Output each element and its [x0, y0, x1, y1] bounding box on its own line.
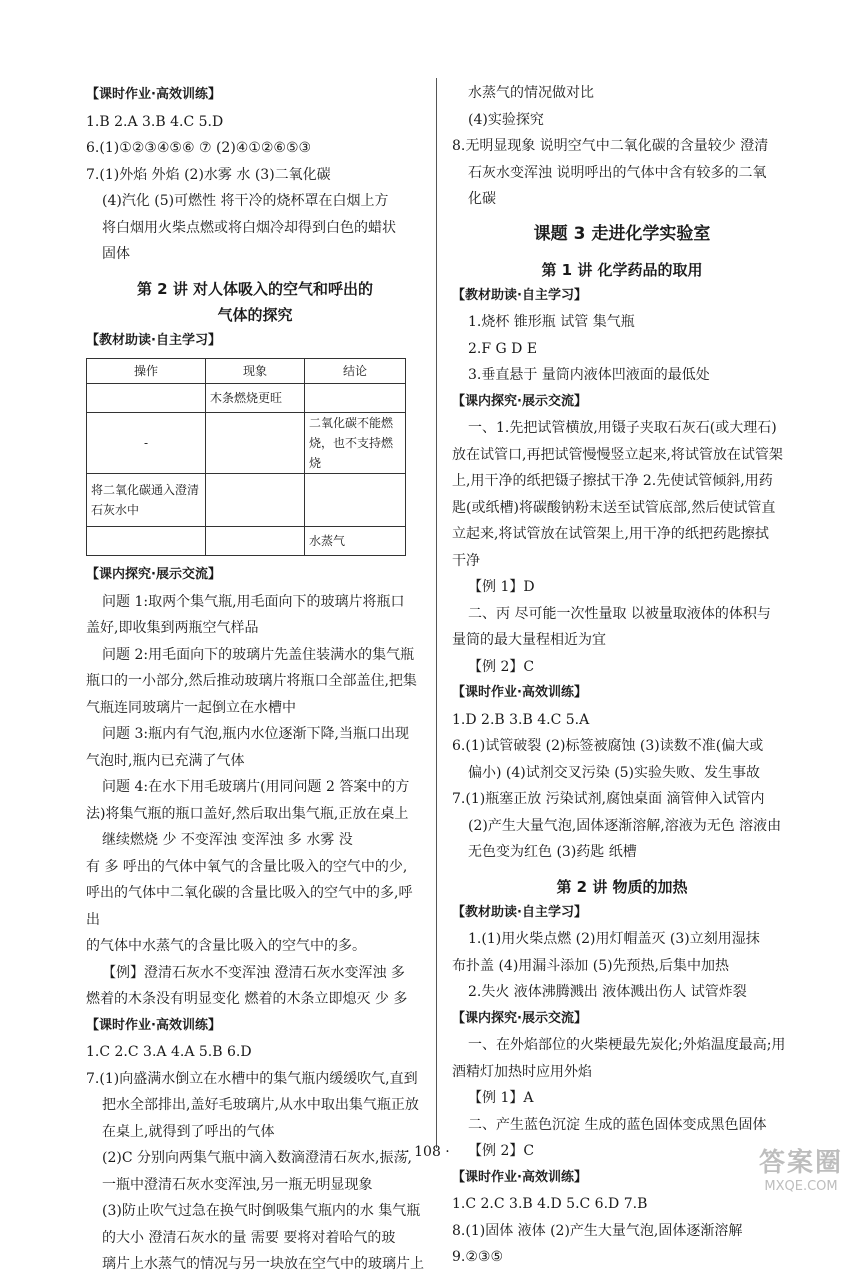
answer-line: 气泡时,瓶内已充满了气体 [86, 752, 245, 769]
example-answer: 【例 1】D [468, 579, 535, 595]
answer-line: 把水全部排出,盖好毛玻璃片,从水中取出集气瓶正放 [102, 1097, 419, 1113]
example-answer: 【例 2】C [468, 1143, 535, 1159]
answer-line: 【例】澄清石灰水不变浑浊 澄清石灰水变浑浊 多 [102, 964, 405, 981]
answer-line: 一、1.先把试管横放,用镊子夹取石灰石(或大理石) [468, 420, 777, 436]
answer-line: 一瓶中澄清石灰水变浑浊,另一瓶无明显现象 [102, 1176, 373, 1193]
table-row [87, 384, 406, 413]
table-cell: 木条燃烧更旺 [206, 384, 305, 413]
table-row [87, 527, 406, 556]
answer-line: 3.垂直悬于 量筒内液体凹液面的最低处 [468, 367, 710, 383]
answer-line: 2.失火 液体沸腾溅出 液体溅出伤人 试管炸裂 [468, 984, 747, 1000]
section-label: 【课内探究·展示交流】 [86, 567, 221, 582]
answer-line: 7.(1)外焰 外焰 (2)水雾 水 (3)二氧化碳 [86, 166, 331, 183]
table-header: 结论 [305, 359, 406, 384]
answer-line: 1.C 2.C 3.A 4.A 5.B 6.D [86, 1044, 252, 1060]
answer-line: 问题 2:用毛面向下的玻璃片先盖住装满水的集气瓶 [102, 646, 415, 663]
answer-line: 石灰水变浑浊 说明呼出的气体中含有较多的二氧 [468, 164, 767, 181]
section-label: 【课内探究·展示交流】 [452, 393, 587, 409]
lecture-title: 第 2 讲 物质的加热 [556, 877, 688, 896]
answer-line: 问题 3:瓶内有气泡,瓶内水位逐渐下降,当瓶口出现 [102, 726, 409, 742]
answer-line: 的大小 澄清石灰水的量 需要 要将对着哈气的玻 [102, 1229, 396, 1246]
answer-line: 气瓶连同玻璃片一起倒立在水槽中 [86, 699, 296, 716]
answer-line: 放在试管口,再把试管慢慢竖立起来,将试管放在试管架 [452, 446, 783, 463]
right-column [452, 80, 792, 1271]
answer-line: (4)实验探究 [468, 111, 544, 128]
table-row [87, 413, 406, 474]
table-row [87, 474, 406, 527]
column-divider [436, 78, 437, 1148]
answer-line: 6.(1)试管破裂 (2)标签被腐蚀 (3)读数不准(偏大或 [452, 738, 764, 754]
answer-line: 1.B 2.A 3.B 4.C 5.D [86, 113, 224, 130]
section-label: 【教材助读·自主学习】 [452, 287, 587, 303]
example-answer: 【例 2】C [468, 658, 535, 675]
answer-line: 在桌上,就得到了呼出的气体 [102, 1123, 275, 1140]
table-cell [305, 384, 406, 413]
answer-line: 燃着的木条没有明显变化 燃着的木条立即熄灭 少 多 [86, 991, 408, 1007]
table-cell: 二氧化碳不能燃烧，也不支持燃烧 [305, 413, 406, 474]
lecture-title-cont: 气体的探究 [217, 305, 293, 324]
answer-line: 固体 [102, 246, 130, 262]
answer-line: 9.②③⑤ [452, 1249, 504, 1265]
table-cell [206, 413, 305, 474]
answer-line: 酒精灯加热时应用外焰 [452, 1063, 592, 1080]
answer-line: (4)汽化 (5)可燃性 将干冷的烧杯罩在白烟上方 [102, 193, 389, 209]
topic-title: 课题 3 走进化学实验室 [533, 223, 711, 244]
page-number: · 108 · [405, 1144, 450, 1160]
answer-line: 2.F G D E [468, 340, 538, 357]
answer-line: 1.(1)用火柴点燃 (2)用灯帽盖灭 (3)立刻用湿抹 [468, 931, 760, 947]
answer-line: 瓶口的一小部分,然后推动玻璃片将瓶口全部盖住,把集 [86, 673, 417, 689]
answer-line: 1.D 2.B 3.B 4.C 5.A [452, 711, 590, 728]
watermark [759, 1142, 843, 1194]
table-cell [305, 474, 406, 527]
section-label: 【课时作业·高效训练】 [452, 1169, 587, 1185]
answer-line: 问题 4:在水下用毛玻璃片(用同问题 2 答案中的方 [102, 779, 410, 795]
experiment-table [86, 358, 406, 556]
answer-line: 二、丙 尽可能一次性量取 以被量取液体的体积与 [468, 605, 771, 622]
table-cell [87, 384, 206, 413]
table-cell [206, 527, 305, 556]
answer-line: 偏小) (4)试剂交叉污染 (5)实验失败、发生事故 [468, 764, 761, 781]
answer-line: 干净 [452, 552, 480, 569]
answer-line: 6.(1)①②③④⑤⑥ ⑦ (2)④①②⑥⑤③ [86, 140, 312, 156]
answer-line: 匙(或纸槽)将碳酸钠粉末送至试管底部,然后使试管直 [452, 499, 776, 516]
answer-line: 8.(1)固体 液体 (2)产生大量气泡,固体逐渐溶解 [452, 1222, 743, 1239]
table-header: 操作 [87, 359, 206, 384]
answer-line: 布扑盖 (4)用漏斗添加 (5)先预热,后集中加热 [452, 957, 730, 974]
answer-line: 璃片上水蒸气的情况与另一块放在空气中的玻璃片上 [102, 1256, 424, 1272]
table-cell [206, 474, 305, 527]
watermark-url: MXQE.COM [764, 1179, 838, 1194]
lecture-title: 第 2 讲 对人体吸入的空气和呼出的 [136, 279, 374, 298]
answer-line: 盖好,即收集到两瓶空气样品 [86, 620, 259, 636]
section-label: 【课时作业·高效训练】 [452, 685, 587, 700]
section-label: 【课时作业·高效训练】 [86, 1017, 221, 1033]
answer-line: 的气体中水蒸气的含量比吸入的空气中的多。 [86, 938, 366, 954]
answer-line: 二、产生蓝色沉淀 生成的蓝色固体变成黑色固体 [468, 1116, 767, 1133]
answer-line: 上,用干净的纸把镊子擦拭干净 2.先使试管倾斜,用药 [452, 473, 773, 489]
answer-line: 继续燃烧 少 不变浑浊 变浑浊 多 水雾 没 [102, 832, 353, 848]
table-cell [87, 527, 206, 556]
answer-line: 有 多 呼出的气体中氧气的含量比吸入的空气中的少, [86, 858, 408, 875]
section-label: 【教材助读·自主学习】 [452, 904, 587, 920]
table-cell: - [87, 413, 206, 474]
answer-line: (2)产生大量气泡,固体逐渐溶解,溶液为无色 溶液由 [468, 817, 782, 834]
table-header: 现象 [206, 359, 305, 384]
table-cell: 将二氧化碳通入澄清石灰水中 [87, 474, 206, 527]
answer-line: 水蒸气的情况做对比 [468, 85, 594, 101]
table-cell: 水蒸气 [305, 527, 406, 556]
lecture-title: 第 1 讲 化学药品的取用 [541, 260, 703, 279]
answer-line: 1.烧杯 锥形瓶 试管 集气瓶 [468, 314, 635, 330]
answer-line: 无色变为红色 (3)药匙 纸槽 [468, 844, 637, 860]
example-answer: 【例 1】A [468, 1090, 534, 1106]
answer-line: 7.(1)瓶塞正放 污染试剂,腐蚀桌面 滴管伸入试管内 [452, 791, 765, 807]
answer-line: (2)C 分别向两集气瓶中滴入数滴澄清石灰水,振荡, [102, 1150, 412, 1166]
section-label: 【课内探究·展示交流】 [452, 1010, 587, 1026]
answer-line: 量筒的最大量程相近为宜 [452, 632, 606, 648]
answer-line: 问题 1:取两个集气瓶,用毛面向下的玻璃片将瓶口 [102, 593, 405, 610]
answer-line: 呼出的气体中二氧化碳的含量比吸入的空气中的多,呼出 [86, 885, 413, 928]
answer-line: 一、在外焰部位的火柴梗最先炭化;外焰温度最高;用 [468, 1037, 786, 1053]
answer-line: 7.(1)向盛满水倒立在水槽中的集气瓶内缓缓吹气,直到 [86, 1070, 418, 1087]
answer-line: 1.C 2.C 3.B 4.D 5.C 6.D 7.B [452, 1196, 648, 1212]
section-label: 【课时作业·高效训练】 [86, 87, 221, 102]
watermark-logo-text: 答案圈 [758, 1148, 843, 1178]
answer-line: 8.无明显现象 说明空气中二氧化碳的含量较少 澄清 [452, 138, 769, 154]
answer-line: 将白烟用火柴点燃或将白烟冷却得到白色的蜡状 [102, 219, 396, 236]
answer-line: 法)将集气瓶的瓶口盖好,然后取出集气瓶,正放在桌上 [86, 805, 409, 822]
answer-line: 化碳 [468, 191, 496, 207]
left-column [86, 82, 424, 1278]
answer-line: 立起来,将试管放在试管架上,用干净的纸把药匙擦拭 [452, 526, 769, 542]
answer-line: (3)防止吹气过急在换气时倒吸集气瓶内的水 集气瓶 [102, 1203, 421, 1219]
section-label: 【教材助读·自主学习】 [86, 332, 221, 348]
